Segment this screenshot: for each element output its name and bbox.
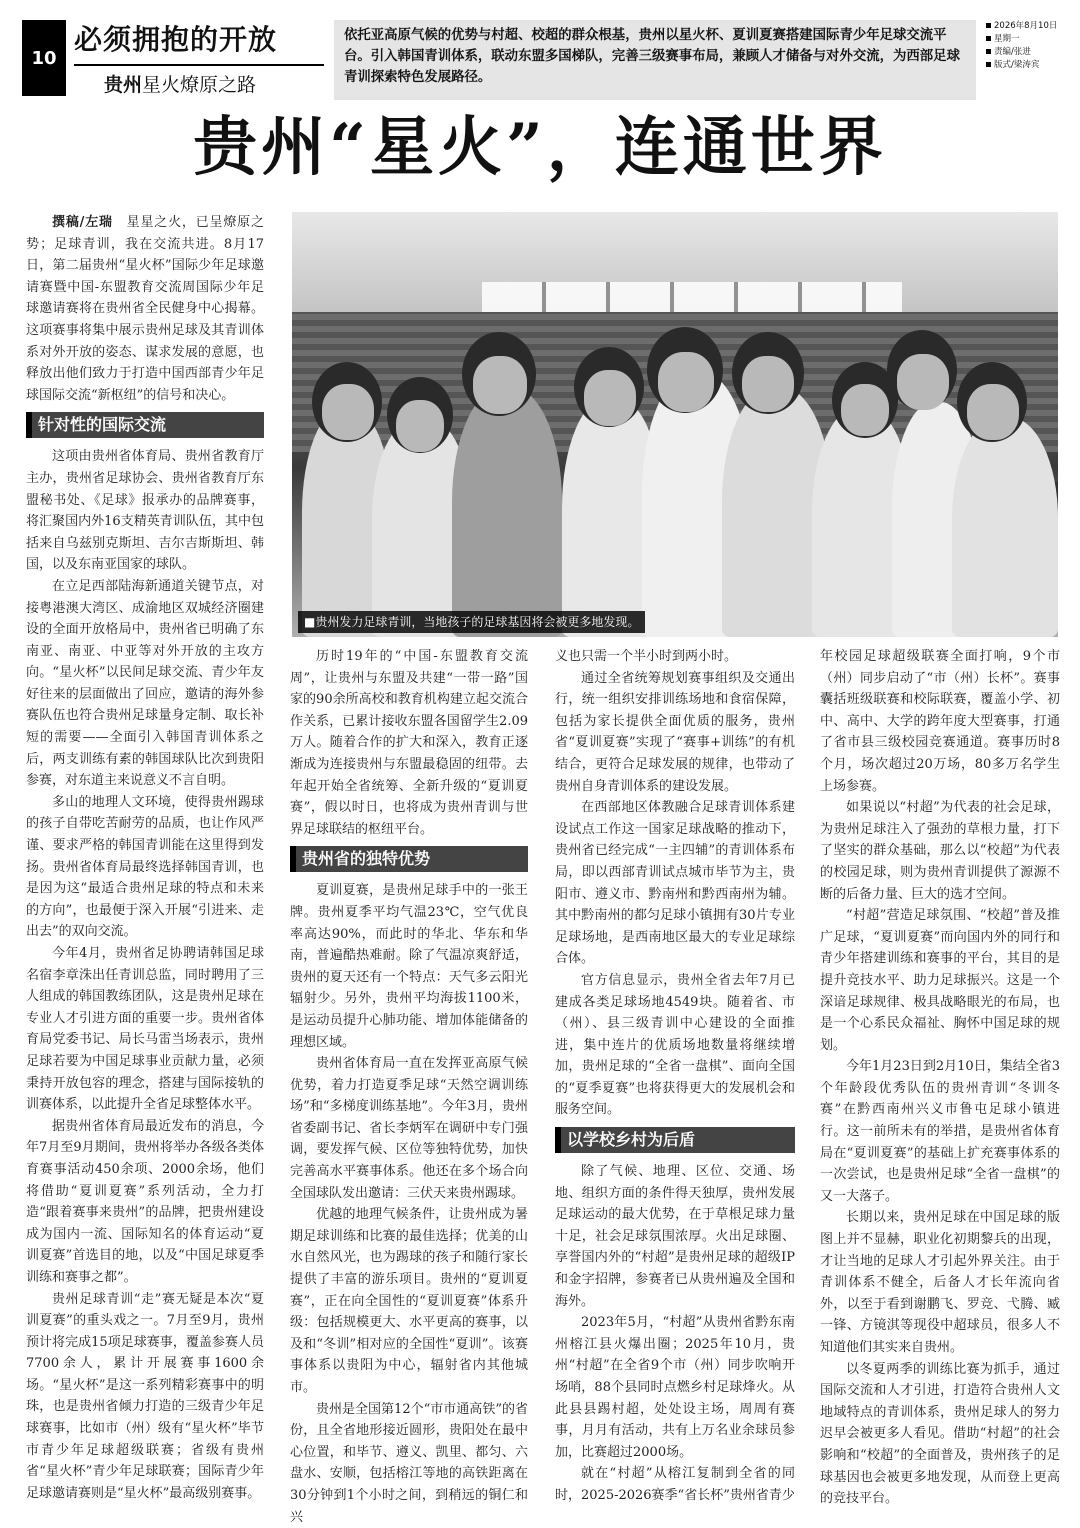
column-subtitle-rest: 星火燎原之路 xyxy=(142,74,257,96)
paragraph: 贵州是全国第12个“市市通高铁”的省份，且全省地形接近圆形，贵阳处在最中心位置，和毕节、遵义、凯里、都匀、六盘水、安顺，包括榕江等地的高铁距离在30分钟到1个小时之间，到稍远的铜仁和兴 xyxy=(290,1401,528,1525)
player-face xyxy=(322,384,374,440)
paragraph: 今年4月，贵州省足协聘请韩国足球名宿李章洙出任青训总监，同时聘用了三人组成的韩国教练团队，这是贵州足球在专业人才引进方面的重要一步。贵州省体育局党委书记、局长马雷当场表示，贵州足球若要为中国足球事业贡献力量，必须秉持开放包容的理念，搭建与国际接轨的训赛体系，以此提升全省足球整体水平。 xyxy=(26,946,264,1113)
section-heading: 针对性的国际交流 xyxy=(26,412,264,438)
paragraph: 据贵州省体育局最近发布的消息，今年7月至9月期间，贵州将举办各级各类体育赛事活动450余项、2000余场，他们将借助“夏训夏赛”系列活动，全力打造“跟着赛事来贵州”的品牌，把贵州建设成为国内一流、国际知名的体育运动“夏训夏赛”首选目的地，以及“中国足球夏季训练和赛事之都”。 xyxy=(26,1118,264,1285)
paragraph: 年校园足球超级联赛全面打响，9个市（州）同步启动了“市（州）长杯”。赛事囊括班级联赛和校际联赛，覆盖小学、初中、高中、大学的跨年度大型赛事，打通了省市县三级校园竞赛通道。赛事历时8个月，场次超过20万场，80多万名学生上场参赛。 xyxy=(820,649,1060,794)
player-face xyxy=(967,384,1019,440)
paragraph: 2023年5月，“村超”从贵州省黔东南州榕江县火爆出圈；2025年10月，贵州“村超”在全省9个市（州）同步吹响开场哨，88个县同时点燃乡村足球烽火。从此县县踢村超，处处设主场，周周有赛事，月月有活动，共有上万名业余球员参加，比赛超过2000场。 xyxy=(555,1315,795,1460)
player-face xyxy=(396,400,444,452)
section-heading: 以学校乡村为后盾 xyxy=(555,1127,795,1153)
issue-layout: 版式/梁涛宾 xyxy=(986,59,1058,72)
paragraph: 义也只需一个半小时到两小时。 xyxy=(555,649,738,664)
column-subtitle xyxy=(104,70,256,97)
player-face xyxy=(473,356,527,414)
player-figure xyxy=(952,417,1058,637)
player-face xyxy=(897,354,949,410)
issue-editor: 责编/张进 xyxy=(986,46,1058,59)
paragraph: 就在“村超”从榕江复制到全省的同时，2025-2026赛季“省长杯”贵州省青少 xyxy=(555,1466,795,1503)
issue-meta xyxy=(986,20,1058,100)
paragraph: 除了气候、地理、区位、交通、场地、组织方面的条件得天独厚，贵州发展足球运动的最大优势，在于草根足球力量十足，社会足球氛围浓厚。火出足球圈、享誉国内外的“村超”是贵州足球的超级IP和金字招牌，参赛者已从贵州遍及全国和海外。 xyxy=(555,1164,795,1309)
byline: 撰稿/左瑞 xyxy=(52,215,113,230)
photo-roof xyxy=(482,282,902,312)
team-photo xyxy=(292,212,1058,637)
player-face xyxy=(742,356,794,412)
paragraph: 历时19年的“中国-东盟教育交流周”，让贵州与东盟及共建“一带一路”国家的90余所高校和教育机构建立起交流合作关系，已累计接收东盟各国留学生2.09万人。随着合作的扩大和深入，教育正逐渐成为连接贵州与东盟最稳固的纽带。去年起开始全省统筹、全新升级的“夏训夏赛”，假以时日，也将成为贵州青训与世界足球联结的枢纽平台。 xyxy=(290,649,528,837)
paragraph: 优越的地理气候条件，让贵州成为暑期足球训练和比赛的最佳选择；优美的山水自然风光，也为踢球的孩子和随行家长提供了丰富的游乐项目。贵州的“夏训夏赛”，正在向全国性的“夏训夏赛”体系升级：包括规模更大、水平更高的赛事，以及和“冬训”相对应的全国性“夏训”。该赛事体系以贵阳为中心，辐射省内其他城市。 xyxy=(290,1207,528,1395)
paragraph: 通过全省统筹规划赛事组织及交通出行，统一组织安排训练场地和食宿保障，包括为家长提供全面优质的服务，贵州省“夏训夏赛”实现了“赛事+训练”的有机结合，更符合足球发展的规律，也带动了贵州自身青训体系的建设发展。 xyxy=(555,670,795,794)
issue-date: 2026年8月10日 xyxy=(986,20,1058,33)
article-column-1 xyxy=(26,212,264,1504)
header-rule xyxy=(74,64,324,66)
column-subtitle-bold: 贵州 xyxy=(104,74,143,96)
article-column-3 xyxy=(555,646,795,1507)
paragraph: 官方信息显示，贵州全省去年7月已建成各类足球场地4549块。随着省、市（州）、县三级青训中心建设的全面推进，集中连片的优质场地数量将继续增加，贵州足球的“全省一盘棋”、面向全国的“夏季夏赛”也将获得更大的发展机会和服务空间。 xyxy=(555,972,795,1118)
paragraph: 贵州足球青训“走”赛无疑是本次“夏训夏赛”的重头戏之一。7月至9月，贵州预计将完成15项足球赛事，覆盖参赛人员7700余人，累计开展赛事1600余场。“星火杯”是这一系列精彩赛事中的明珠，也是贵州省倾力打造的三级青少年足球赛事，比如市（州）级有“星火杯”毕节市青少年足球超级联赛；省级有贵州省“星火杯”青少年足球联赛；国际青少年足球邀请赛则是“星火杯”最高级别赛事。 xyxy=(26,1291,264,1501)
column-banner xyxy=(74,20,328,100)
paragraph: 这项由贵州省体育局、贵州省教育厅主办，贵州省足球协会、贵州省教育厅东盟秘书处、《足球》报承办的品牌赛事，将汇聚国内外16支精英青训队伍，其中包括来自乌兹别克斯坦、吉尔吉斯斯坦、韩国，以及东南亚国家的球队。 xyxy=(26,449,264,573)
column-title: 必须拥抱的开放 xyxy=(74,23,278,56)
page-header xyxy=(22,20,1058,100)
lead-summary: 依托亚高原气候的优势与村超、校超的群众根基，贵州以星火杯、夏训夏赛搭建国际青少年足球交流平台。引入韩国青训体系，联动东盟多国梯队，完善三级赛事布局，兼顾人才储备与对外交流，为西部足球青训探索特色发展路径。 xyxy=(334,20,976,100)
paragraph: 夏训夏赛，是贵州足球手中的一张王牌。贵州夏季平均气温23℃，空气优良率高达90%，而此时的华北、华东和华南，普遍酷热难耐。除了气温凉爽舒适，贵州的夏天还有一个特点：天气多云阳光辐射少。另外，贵州平均海拔1100米，是运动员提升心肺功能、增加体能储备的理想区域。 xyxy=(290,883,528,1050)
issue-weekday: 星期一 xyxy=(986,33,1058,46)
section-heading: 贵州省的独特优势 xyxy=(290,846,528,872)
paragraph: “村超”营造足球氛围、“校超”普及推广足球，“夏训夏赛”而向国内外的同行和青少年搭建训练和赛事的平台，其目的是提升竞技水平、助力足球振兴。这是一个深谙足球规律、极具战略眼光的布局，也是一个心系民众福祉、胸怀中国足球的规划。 xyxy=(820,908,1060,1053)
photo-caption: ■贵州发力足球青训，当地孩子的足球基因将会被更多地发现。 xyxy=(298,611,645,633)
player-figure xyxy=(452,387,562,637)
paragraph: 多山的地理人文环境，使得贵州踢球的孩子自带吃苦耐劳的品质，也让作风严谨、要求严格的韩国青训能在这里得到发扬。贵州省体育局最终选择韩国青训，也是因为这“最适合贵州足球的特点和未来的方向”，也最便于深入开展“引进来、走出去”的双向交流。 xyxy=(26,794,264,940)
page-number: 10 xyxy=(22,20,66,96)
player-face xyxy=(584,370,636,426)
paragraph: 如果说以“村超”为代表的社会足球，为贵州足球注入了强劲的草根力量，打下了坚实的群众基础，那么以“校超”为代表的校园足球，则为贵州青训提供了源源不断的后备力量、巨大的选才空间。 xyxy=(820,800,1060,902)
paragraph: 今年1月23日到2月10日，集结全省3个年龄段优秀队伍的贵州青训“冬训冬赛”在黔西南州兴义市鲁屯足球小镇进行。这一前所未有的举措，是贵州省体育局在“夏训夏赛”的基础上扩充赛事体系的一次尝试，也是贵州足球“全省一盘棋”的又一大落子。 xyxy=(820,1059,1060,1204)
article-column-2 xyxy=(290,646,528,1528)
paragraph: 以冬夏两季的训练比赛为抓手，通过国际交流和人才引进，打造符合贵州人文地域特点的青训体系，贵州足球人的努力迟早会被更多人看见。借助“村超”的社会影响和“校超”的全面普及，贵州孩子的足球基因也会被更多地发现，从而登上更高的竞技平台。 xyxy=(820,1361,1060,1507)
paragraph: 在立足西部陆海新通道关键节点，对接粤港澳大湾区、成渝地区双城经济圈建设的全面开放格局中，贵州省已明确了东南亚、南亚、中亚等对外开放的主攻方向。“星火杯”以民间足球交流、青少年友好往来的层面做出了回应，邀请的海外参赛队伍也符合贵州足球量身定制、取长补短的需要——全面引入韩国青训体系之后，两支训练有素的韩国球队比次到贵阳参赛，对东道主来说意义不言自明。 xyxy=(26,578,264,789)
paragraph: 长期以来，贵州足球在中国足球的版图上并不显赫，职业化初期黎兵的出现，才让当地的足球人才引起外界关注。由于青训体系不健全，后备人才长年流向省外，以至于看到谢鹏飞、罗竞、弋腾、臧一锋、方镜淇等现役中超球员，很多人不知道他们其实来自贵州。 xyxy=(820,1210,1060,1355)
player-face xyxy=(658,352,714,412)
paragraph: 星星之火，已呈燎原之势；足球青训，我在交流共进。8月17日，第二届贵州“星火杯”国际少年足球邀请赛暨中国-东盟教育交流周国际少年足球邀请赛将在贵州省全民健身中心揭幕。这项赛事将集中展示贵州足球及其青训体系对外开放的姿态、谋求发展的意愿，也释放出他们致力于打造中国西部青少年足球国际交流“新枢纽”的信号和决心。 xyxy=(26,215,264,403)
paragraph: 贵州省体育局一直在发挥亚高原气候优势，着力打造夏季足球“天然空调训练场”和“多梯度训练基地”。今年3月，贵州省委副书记、省长李炳军在调研中专门强调，要发挥气候、区位等独特优势，加快完善高水平赛事体系。他还在多个场合向全国球队发出邀请：三伏天来贵州踢球。 xyxy=(290,1056,528,1201)
article-column-4 xyxy=(820,646,1060,1510)
paragraph: 在西部地区体教融合足球青训体系建设试点工作这一国家足球战略的推动下，贵州省已经完成“一主四辅”的青训体系布局，即以西部青训试点城市毕节为主，贵阳市、遵义市、黔南州和黔西南州为辅。其中黔南州的都匀足球小镇拥有30片专业足球场地，是西南地区最大的专业足球综合体。 xyxy=(555,800,795,967)
player-face xyxy=(841,384,889,436)
headline: 贵州“星火”，连通世界 xyxy=(193,110,887,185)
